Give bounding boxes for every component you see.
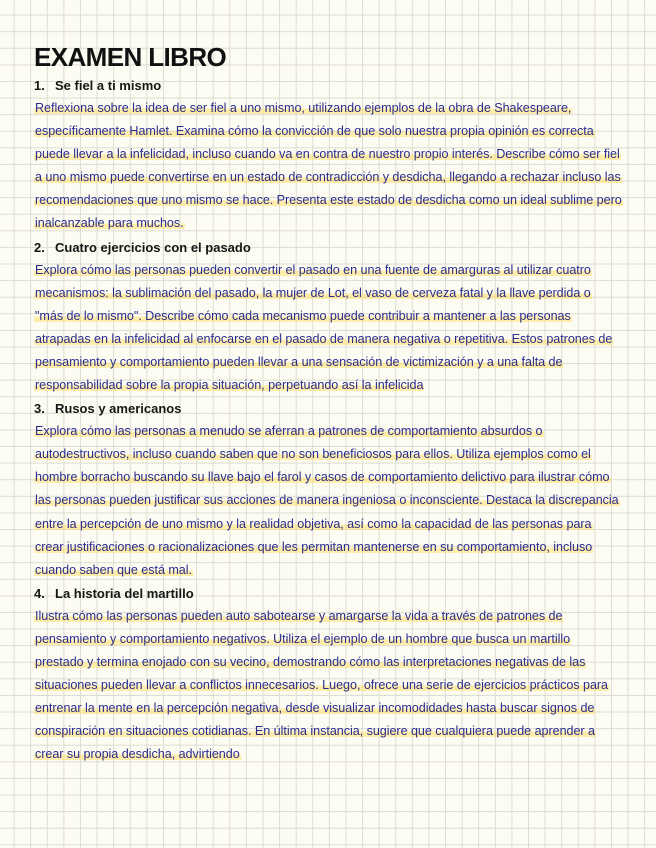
- highlighted-text: Reflexiona sobre la idea de ser fiel a uno mismo, utilizando ejemplos de la obra de Shakespeare, específicamente Hamlet. Examina cómo la convicción de que solo nuestra propia opinión es correcta puede llevar a la infelicidad, incluso cuando va en contra de nuestro propio interés. Describe cómo ser fiel a uno mismo puede convertirse en un estado de contradicción y desdicha, llegando a rechazar incluso las recomendaciones que uno mismo se hace. Presenta este estado de desdicha como un ideal sublime pero inalcanzable para muchos.: [35, 101, 622, 231]
- section-2: [34, 236, 622, 398]
- section-title: La historia del martillo: [55, 585, 194, 601]
- section-title: Cuatro ejercicios con el pasado: [55, 239, 251, 255]
- section-3: [34, 397, 622, 582]
- section-title: Rusos y americanos: [55, 401, 182, 417]
- section-body: [34, 97, 622, 236]
- section-number: 1.: [34, 78, 45, 93]
- highlighted-text: Explora cómo las personas pueden convertir el pasado en una fuente de amarguras al utilizar cuatro mecanismos: la sublimación del pasado, la mujer de Lot, el vaso de cerveza fatal y la llave perdida o "más de lo mismo". Describe cómo cada mecanismo puede contribuir a mantener a las personas atrapadas en la infelicidad al enfocarse en el pasado de manera negativa o repetitiva. Estos patrones de pensamiento y comportamiento pueden llevar a una sensación de victimización y a una falta de responsabilidad sobre la propia situación, perpetuando así la infelicida: [35, 262, 613, 393]
- highlighted-text: Explora cómo las personas a menudo se aferran a patrones de comportamiento absurdos o autodestructivos, incluso cuando saben que no son beneficiosos para ellos. Utiliza ejemplos como el hombre borracho buscando su llave bajo el farol y casos de comportamiento delictivo para ilustrar cómo las personas pueden justificar sus acciones de manera ingeniosa o inconsciente. Destaca la discrepancia entre la percepción de uno mismo y la realidad objetiva, así como la capacidad de las personas para crear justificaciones o racionalizaciones que les permitan mantenerse en su comportamiento, incluso cuando saben que está mal.: [35, 424, 619, 577]
- section-body: [34, 605, 622, 767]
- document-title: EXAMEN LIBRO: [34, 42, 227, 72]
- highlighted-text: Ilustra cómo las personas pueden auto sabotearse y amargarse la vida a través de patrones de pensamiento y comportamiento negativos. Utiliza el ejemplo de un hombre que busca un martillo prestado y termina enojado con su vecino, demostrando cómo las interpretaciones negativas de las situaciones pueden llevar a conflictos innecesarios. Luego, ofrece una serie de ejercicios prácticos para entrenar la mente en la percepción negativa, desde visualizar incomodidades hasta buscar signos de conspiración en situaciones cotidianas. En última instancia, sugiere que cualquiera puede aprender a crear su propia desdicha, advirtiendo: [35, 608, 608, 762]
- section-body: [34, 420, 622, 582]
- section-number: 2.: [34, 239, 45, 255]
- section-heading: [34, 397, 622, 420]
- document-page: [34, 40, 622, 766]
- section-body: [34, 259, 622, 398]
- section-1: [34, 74, 622, 236]
- section-title: Se fiel a ti mismo: [55, 78, 162, 93]
- section-heading: [34, 236, 622, 259]
- section-4: [34, 582, 622, 767]
- section-heading: [34, 74, 622, 97]
- section-number: 4.: [34, 585, 45, 601]
- section-number: 3.: [34, 401, 45, 417]
- section-heading: [34, 582, 622, 605]
